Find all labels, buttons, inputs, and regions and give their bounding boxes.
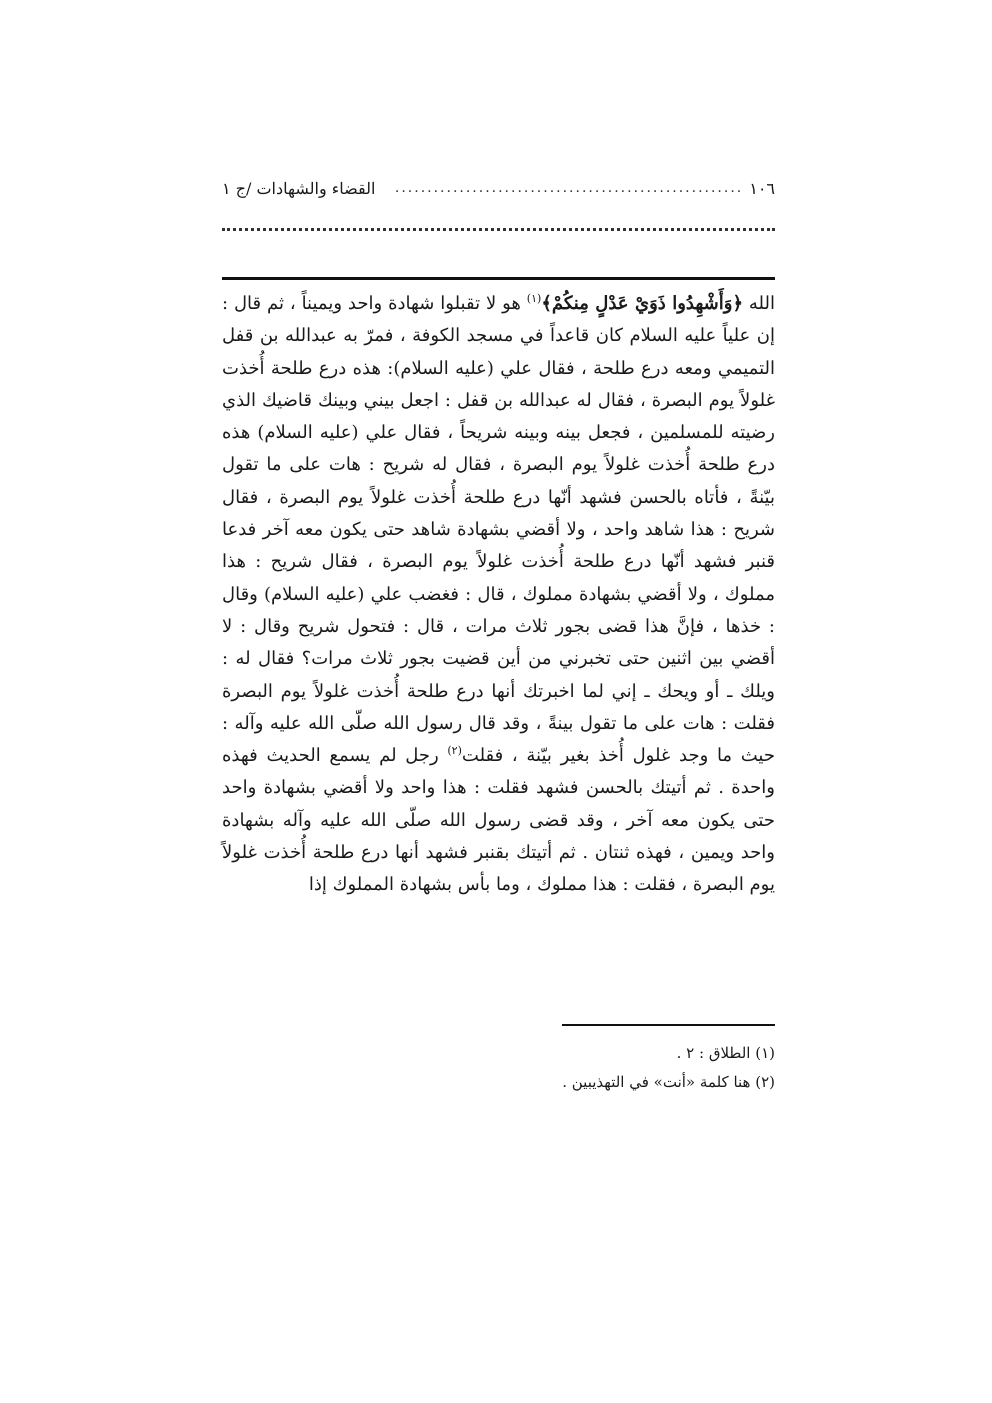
main-text — [222, 288, 775, 902]
quran-quote — [541, 293, 743, 314]
dotted-separator — [222, 228, 775, 231]
running-title: القضاء والشهادات /ج ١ — [222, 178, 376, 198]
quran-bracket-open: ﴿ — [732, 293, 743, 314]
quran-bracket-close: ﴾ — [541, 293, 552, 314]
footnote-2: (٢) هنا كلمة «أنت» في التهذيبين . — [562, 1073, 775, 1091]
header-dot-leader: ...................................................... — [394, 180, 744, 196]
quran-text: وَأَشْهِدُوا ذَوَيْ عَدْلٍ مِنكُمْ — [551, 293, 733, 314]
text-segment-1: هو لا تقبلوا شهادة واحد ويميناً ، ثم قال : إن علياً عليه السلام كان قاعداً في مسجد الكوفة ، فمرّ به عبدالله بن قفل التميمي ومعه درع طلحة ، فقال علي (عليه السلام): هذه درع طلحة أُخذت غلولاً يوم البصرة ، فقال له عبدالله بن قفل : اجعل بيني وبينك قاضيك الذي رضيته للمسلمين ، فجعل بينه وبينه شريحاً ، فقال علي (عليه السلام) هذه درع طلحة أُخذت غلولاً يوم البصرة ، فقال له شريح : هات على ما تقول بيّنةً ، فأتاه بالحسن فشهد أنّها درع طلحة أُخذت غلولاً يوم البصرة ، فقال شريح : هذا شاهد واحد ، ولا أقضي بشهادة شاهد حتى يكون معه آخر فدعا قنبر فشهد أنّها درع طلحة أُخذت غلولاً يوم البصرة ، فقال شريح : هذا مملوك ، ولا أقضي بشهادة مملوك ، قال : فغضب علي (عليه السلام) وقال : خذها ، فإنَّ هذا قضى بجور ثلاث مرات ، قال : فتحول شريح وقال : لا أقضي بين اثنين حتى تخبرني من أين قضيت بجور ثلاث مرات؟ فقال له : ويلك ـ أو ويحك ـ إني لما اخبرتك أنها درع طلحة أُخذت غلولاً يوم البصرة فقلت : هات على ما تقول بينةً ، وقد قال رسول الله صلّى الله عليه وآله : حيث ما وجد غلول أُخذ بغير بيّنة ، فقلت — [222, 293, 776, 767]
intro-word: الله — [748, 293, 775, 314]
text-segment-2: رجل لم يسمع الحديث فهذه واحدة . ثم أتيتك بالحسن فشهد فقلت : هذا واحد ولا أقضي بشهادة واحد حتى يكون معه آخر ، وقد قضى رسول الله صلّى الله عليه وآله بشهادة واحد ويمين ، فهذه ثنتان . ثم أتيتك بقنبر فشهد أنها درع طلحة أُخذت غلولاً يوم البصرة ، فقلت : هذا مملوك ، وما بأس بشهادة المملوك إذا — [222, 745, 775, 896]
footnote-ref-1: (١) — [526, 292, 542, 305]
footnote-1: (١) الطلاق : ٢ . — [676, 1044, 775, 1062]
footnotes — [222, 1039, 775, 1097]
top-rule — [222, 277, 775, 280]
paragraph — [222, 288, 775, 902]
footnote-rule — [562, 1024, 775, 1026]
footnote-ref-2: (٢) — [447, 744, 462, 758]
running-header — [222, 174, 775, 202]
page-number: ١٠٦ — [749, 178, 775, 198]
